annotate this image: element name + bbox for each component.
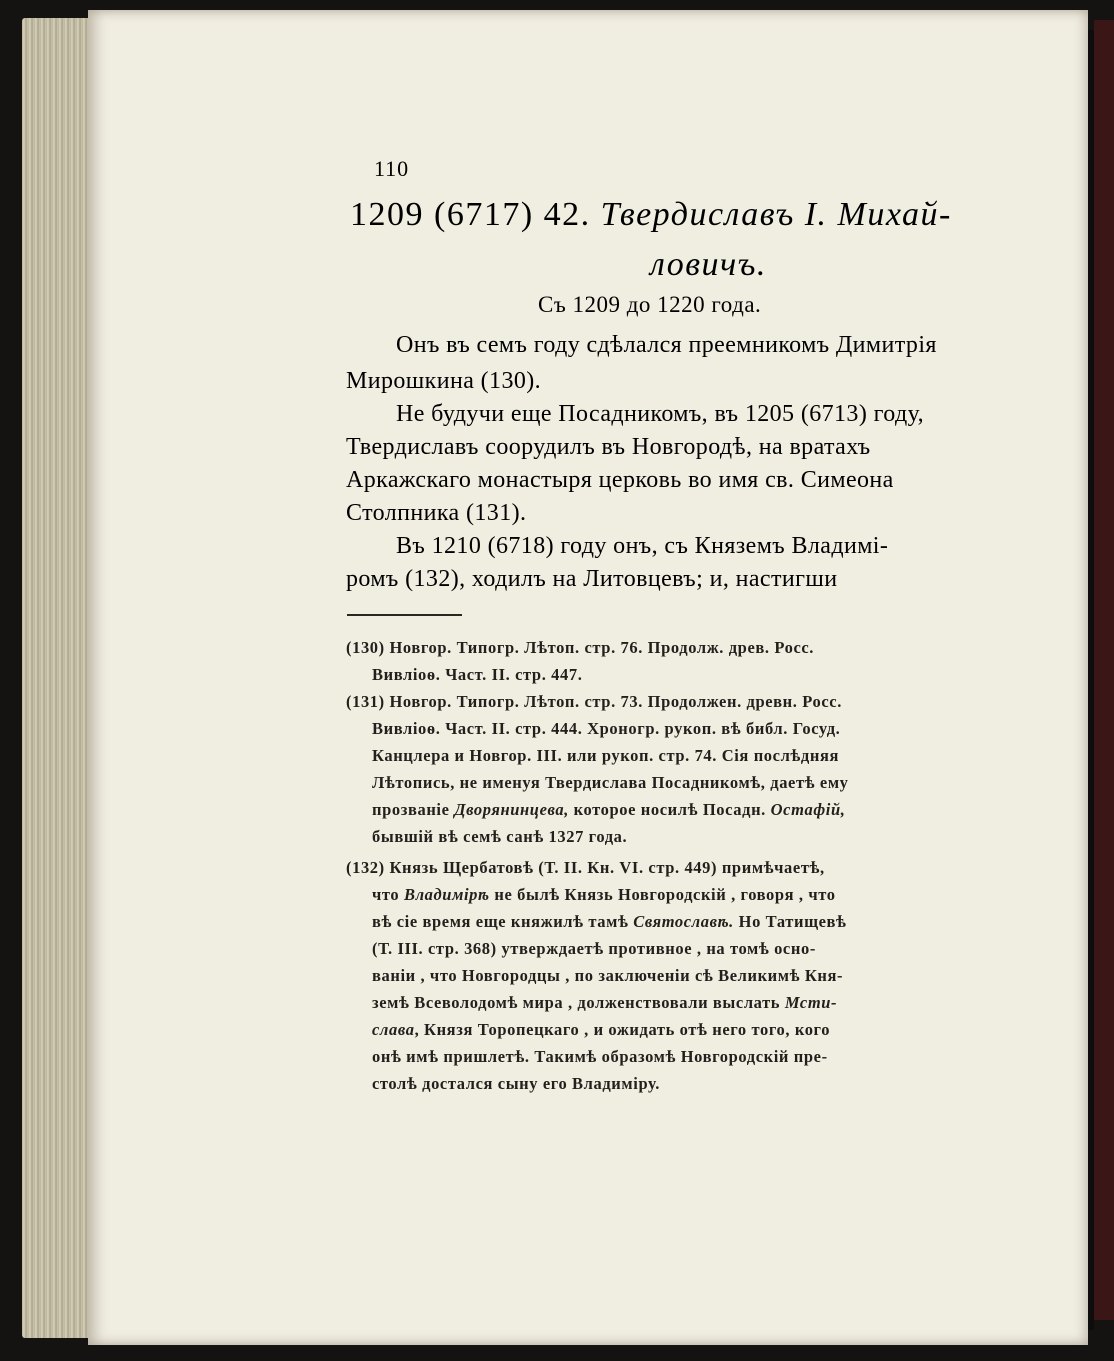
fn-italic: Владимірѣ	[403, 885, 490, 904]
footnote-132-line	[372, 912, 847, 932]
body-line: Не будучи еще Посадникомъ, въ 1205 (6713) году,	[396, 401, 924, 427]
body-line: Твердиславъ соорудилъ въ Новгородѣ, на вратахъ	[346, 434, 871, 460]
footnote-131-line: бывшій вѣ семѣ санѣ 1327 года.	[372, 827, 628, 846]
footnote-132-line	[372, 1020, 830, 1040]
footnote-131-line: Вивліоѳ. Част. II. стр. 444. Хроногр. рукоп. вѣ библ. Госуд.	[372, 719, 841, 738]
chapter-heading-cont: ловичъ.	[650, 246, 767, 283]
footnote-132-line: онѣ имѣ пришлетѣ. Такимѣ образомѣ Новгородскій пре-	[372, 1047, 828, 1066]
fn-text: вѣ сіе время еще княжилѣ тамѣ	[372, 912, 629, 931]
footnote-132-line: (132) Князь Щербатовѣ (Т. II. Кн. VI. стр. 449) примѣчаетѣ,	[346, 858, 825, 877]
fn-italic: Остафій,	[770, 800, 846, 819]
footnote-131-line: Лѣтопись, не именуя Твердислава Посадникомѣ, даетѣ ему	[372, 773, 849, 792]
binding-gap	[1088, 30, 1094, 1330]
fn-text: Но Татищевѣ	[738, 912, 847, 931]
fn-italic: Мсти-	[784, 993, 838, 1012]
body-line: Въ 1210 (6718) году онъ, съ Княземъ Владимі-	[396, 533, 889, 559]
heading-year: 1209 (6717) 42.	[350, 196, 591, 233]
footnote-132-line: (Т. III. стр. 368) утверждаетѣ противное , на томѣ осно-	[372, 939, 816, 958]
footnote-132-line	[372, 885, 836, 905]
footnote-132-line: ваніи , что Новгородцы , по заключеніи сѣ Великимѣ Кня-	[372, 966, 844, 985]
fn-text: земѣ Всеволодомѣ мира , долженствовали выслать	[372, 993, 781, 1012]
book-binding	[1094, 20, 1114, 1320]
body-line: Мирошкина (130).	[346, 368, 542, 394]
fn-text: которое носилѣ Посадн.	[573, 800, 766, 819]
footnote-132-line: столѣ достался сыну его Владиміру.	[372, 1074, 660, 1093]
fn-italic: Святославѣ.	[633, 912, 734, 931]
fn-text: прозваніе	[372, 800, 450, 819]
page-number: 110	[374, 156, 410, 181]
fn-text: что	[372, 885, 400, 904]
footnote-separator	[347, 614, 462, 616]
fn-text: не былѣ Князь Новгородскій , говоря , что	[494, 885, 836, 904]
body-line: Столпника (131).	[346, 500, 527, 526]
body-line: Онъ въ семъ году сдѣлался преемникомъ Димитрія	[396, 332, 937, 358]
chapter-subheading: Съ 1209 до 1220 года.	[538, 292, 762, 317]
footnote-131-line: (131) Новгор. Типогр. Лѣтоп. стр. 73. Продолжен. древн. Росс.	[346, 692, 842, 711]
fn-italic: Дворянинцева,	[454, 800, 569, 819]
body-line: Аркажскаго монастыря церковь во имя св. Симеона	[346, 467, 894, 493]
chapter-heading	[350, 196, 952, 234]
fn-text: , Князя Торопецкаго , и ожидать отѣ него того, кого	[414, 1020, 831, 1039]
footnote-131-line	[372, 800, 845, 820]
footnote-132-line	[372, 993, 837, 1013]
footnote-130-line: (130) Новгор. Типогр. Лѣтоп. стр. 76. Продолж. древ. Росс.	[346, 638, 815, 657]
fn-italic: слава	[372, 1020, 415, 1039]
footnote-130-line: Вивліоѳ. Част. II. стр. 447.	[372, 665, 583, 684]
body-line: ромъ (132), ходилъ на Литовцевъ; и, настигши	[346, 566, 838, 592]
heading-name: Твердиславъ I. Михай-	[600, 196, 952, 233]
footnote-131-line: Канцлера и Новгор. III. или рукоп. стр. 74. Сія послѣдняя	[372, 746, 840, 765]
